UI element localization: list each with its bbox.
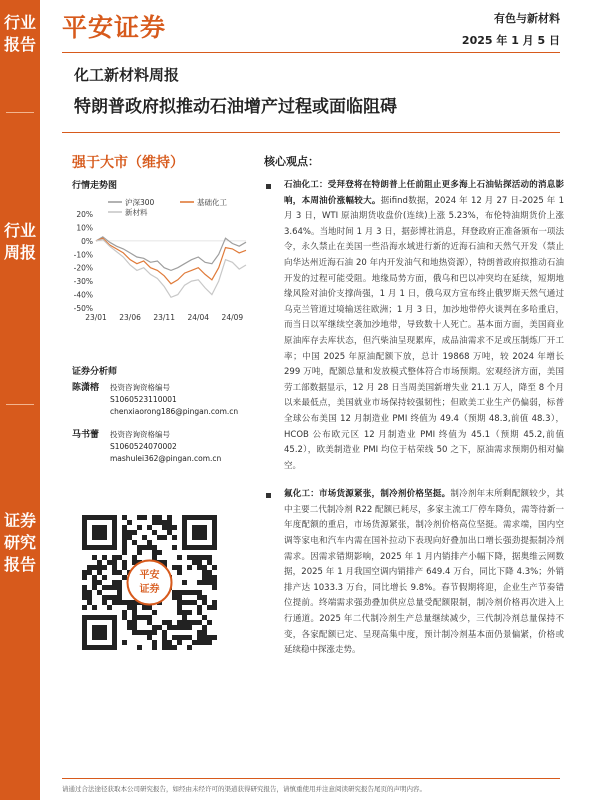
key-point-text: 据ifind数据，2024 年 12 月 27 日-2025 年 1 月 3 日，WTI 原油期货收盘价(连续)上涨 5.23%，布伦特油期货价上涨 3.64%。当地时间 1 月 3 日，据彭博社消息，拜登政府正准备颁布一项法令，永久禁止在美国一些沿海水域进行新的近海石油和天然气开发（禁止向华达州近海石油 20 年内开发油气和地热资源），特朗普政府拟推动石油开发的过程可能受阻。地缘局势方面，俄乌和巴以冲突均在延续，短期地缘风险对油价支撑尚强，1 月 1 日，俄乌双方宣布终止俄罗斯天然气通过乌克兰管道过境输送往欧洲；1 月 3 日，加沙地带停火谈判在多哈重启，而当日以军继续空袭加沙地带，导致数十人死亡。基本面方面，美国商业原油库存去库状态，但汽柴油呈现累库，成品油需求不足或压制炼厂开工率；中国 2025 年原油配额下放，总计 19868 万吨，较 2024 年增长 299 万吨，配额总量和发放模式整体符合市场预期。宏观经济方面，美国劳工部数据显示，12 月 28 日当周美国新增失业 21.1 万人，降至 8 个月以来最低点，美国就业市场保持较强韧性；但欧美工业生产仍偏弱，标普全球公布美国 12 月制造业 PMI 终值为 49.4（预期 48.3,前值 48.3），HCOB 公布欧元区 12 月制造业 PMI 终值为 45.1（预期 45.2,前值 45.2），欧美制造业 PMI 均位于枯荣线 50 之下，原油需求预期仍相对偏空。 [284, 195, 564, 471]
x-tick-label: 23/06 [119, 313, 141, 322]
legend-label: 新材料 [125, 208, 148, 217]
sidebar-divider [6, 112, 34, 113]
x-tick-label: 24/04 [187, 313, 210, 322]
sidebar-label-report-type: 行业报告 [3, 13, 36, 54]
header-meta [462, 8, 560, 52]
y-tick-label: -50% [73, 304, 93, 313]
analyst-email: mashulei362@pingan.com.cn [110, 454, 222, 463]
y-tick-label: -30% [73, 277, 93, 287]
key-points-heading: 核心观点： [264, 155, 319, 168]
footer-rule [62, 778, 560, 779]
x-tick-label: 24/09 [221, 313, 244, 322]
analyst-list [72, 382, 252, 476]
sector-label: 有色与新材料 [494, 12, 560, 25]
header-rule [62, 52, 560, 53]
legend-label: 沪深300 [125, 198, 155, 207]
key-point-paragraph [264, 178, 564, 474]
analyst-cert-label: 投资咨询资格编号 [110, 383, 170, 392]
bullet-icon [266, 493, 271, 498]
analyst-name: 陈潇榕 [72, 383, 100, 393]
key-point-paragraph [264, 487, 564, 659]
legend-label: 基础化工 [197, 198, 227, 207]
chart-heading: 行情走势图 [72, 181, 118, 191]
key-point-text: 制冷剂年末所剩配额较少，其中主要二代制冷剂 R22 配额已耗尽，多家主流工厂停车降负，需等待新一年度配额的重启，市场货源紧张，制冷剂价格高位坚挺。需求端，国内空调等家电和汽车内需在国补拉动下表现向好叠加出口增长强劲提振制冷剂需求。因需求错期影响，2025 年 1 月内销排产小幅下降，据奥维云网数据，2025 年 1 月我国空调内销排产 649.4 万台，同比下降 4.3%；外销排产达 1033.3 万台，同比增长 9.8%。春节假期将迎，企业生产节奏错位提前。终端需求强劲叠加供应总量受配额限制，制冷剂价格再次进入上行通道。2025 年二代制冷剂生产总量继续减少，三代制冷剂总量保持不变，各家配额已定、呈现高集中度，预计制冷剂基本面仍景偏紧，价格或延续稳中探涨走势。 [284, 489, 564, 656]
sidebar-divider [6, 404, 34, 405]
rating: 强于大市（维持） [72, 155, 184, 171]
sidebar-label-weekly: 行业周报 [3, 221, 36, 262]
y-tick-label: -10% [73, 250, 93, 260]
qr-logo-text-2: 证券 [139, 584, 160, 595]
y-tick-label: 10% [76, 223, 93, 233]
y-tick-label: 20% [76, 210, 93, 219]
qr-code [82, 515, 217, 650]
analyst-cert-label: 投资咨询资格编号 [110, 430, 170, 439]
y-tick-label: -40% [73, 290, 93, 300]
report-title: 特朗普政府拟推动石油增产过程或面临阻碍 [74, 97, 397, 117]
key-point-lead: 氟化工：市场货源紧张，制冷剂价格坚挺。 [284, 489, 451, 500]
series-line [96, 238, 246, 284]
series-line [96, 240, 246, 298]
analyst-cert-id: S1060524070002 [110, 442, 177, 451]
y-tick-label: 0% [81, 236, 93, 246]
sidebar-label-research: 证券研究报告 [3, 511, 36, 574]
x-tick-label: 23/01 [85, 313, 107, 322]
key-point-lead: 石油化工：受拜登将在特朗普上任前阻止更多海上石油钻探活动的消息影响，本周油价涨幅较大。 [284, 180, 564, 206]
report-date: 2025 年 1 月 5 日 [461, 34, 560, 47]
footer-disclaimer: 请通过合法途径获取本公司研究报告，如经由未经许可的渠道获得研究报告，请慎重使用并注意阅读研究报告尾页的声明内容。 [62, 785, 426, 793]
analyst-entry [72, 382, 252, 418]
analyst-cert-id: S1060523110001 [110, 395, 177, 404]
analyst-email: chenxiaorong186@pingan.com.cn [110, 407, 239, 416]
sidebar [0, 0, 40, 800]
brand-logo: 平安证券 [62, 13, 167, 42]
market-trend-chart [68, 196, 250, 326]
analyst-heading: 证券分析师 [72, 367, 118, 377]
key-points-body [264, 178, 564, 672]
qr-logo-text-1: 平安 [139, 570, 160, 581]
title-rule [62, 132, 560, 133]
y-tick-label: -20% [73, 263, 93, 273]
qr-logo-badge [128, 561, 172, 605]
bullet-icon [266, 184, 271, 189]
x-tick-label: 23/11 [153, 313, 175, 322]
analyst-name: 马书蕾 [72, 430, 100, 440]
analyst-entry [72, 429, 252, 465]
report-series: 化工新材料周报 [74, 66, 180, 84]
